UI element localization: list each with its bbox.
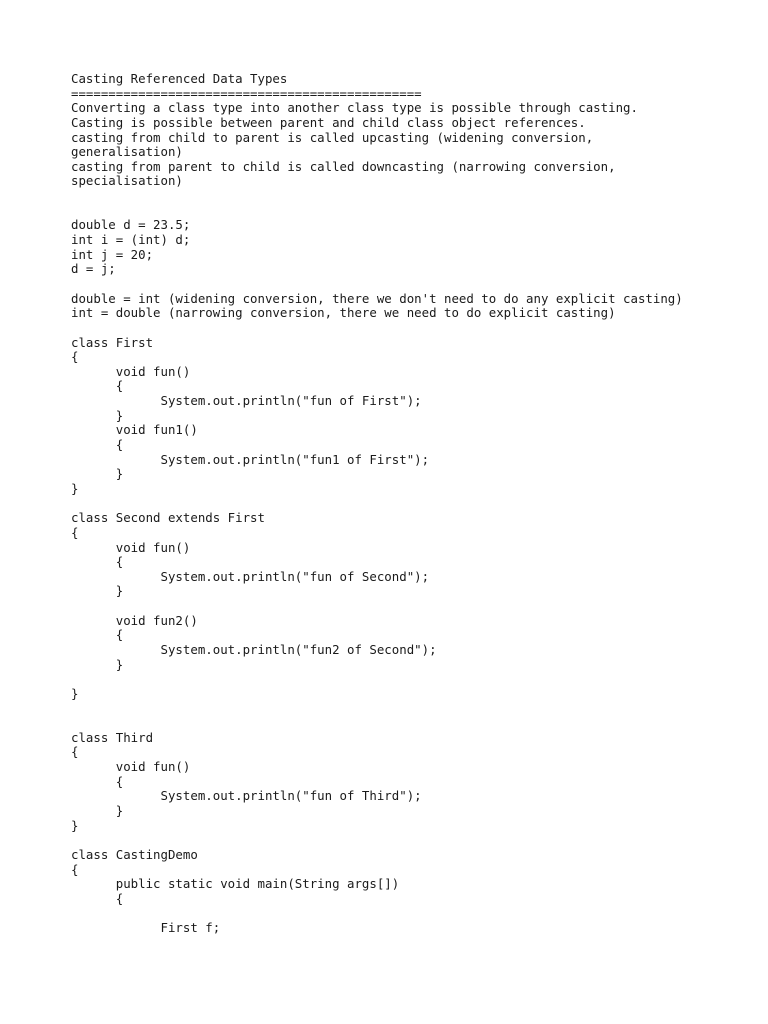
document-line — [71, 907, 751, 922]
document-line: { — [71, 554, 124, 570]
document-line: System.out.println("fun2 of Second"); — [71, 641, 437, 657]
document-line: class CastingDemo — [71, 846, 198, 862]
document-line: System.out.println("fun of Third"); — [71, 788, 422, 804]
document-line: { — [71, 378, 124, 394]
document-line: System.out.println("fun of Second"); — [71, 568, 430, 584]
document-line: } — [71, 817, 79, 833]
document-line: void fun() — [71, 759, 191, 775]
document-line: Casting is possible between parent and child class object references. — [71, 114, 586, 130]
document-line: { — [71, 437, 124, 453]
document-line: int j = 20; — [71, 246, 154, 262]
document-body — [71, 72, 751, 936]
document-line: d = j; — [71, 261, 116, 277]
document-line: =============================================== — [71, 85, 422, 101]
document-line: casting from child to parent is called upcasting (widening conversion, — [71, 129, 594, 145]
document-line — [71, 702, 751, 717]
document-line: { — [71, 627, 124, 643]
document-line: double d = 23.5; — [71, 217, 191, 233]
document-line: { — [71, 861, 79, 877]
document-line — [71, 321, 751, 336]
document-line — [71, 716, 751, 731]
document-line: } — [71, 803, 124, 819]
document-line: First f; — [71, 920, 221, 936]
document-line: double = int (widening conversion, there we don't need to do any explicit casting) — [71, 290, 683, 306]
document-line: void fun2() — [71, 612, 198, 628]
document-line: { — [71, 773, 124, 789]
document-line: { — [71, 524, 79, 540]
document-line: generalisation) — [71, 144, 183, 160]
document-line: System.out.println("fun1 of First"); — [71, 451, 430, 467]
document-line: Casting Referenced Data Types — [71, 71, 288, 86]
document-line: int i = (int) d; — [71, 232, 191, 248]
document-line — [71, 599, 751, 614]
document-line: Converting a class type into another class type is possible through casting. — [71, 100, 638, 116]
document-line: { — [71, 349, 79, 365]
document-line: { — [71, 744, 79, 760]
document-line — [71, 497, 751, 512]
document-line: } — [71, 656, 124, 672]
document-line: casting from parent to child is called downcasting (narrowing conversion, — [71, 158, 616, 174]
document-line: System.out.println("fun of First"); — [71, 393, 422, 409]
document-line: class First — [71, 334, 154, 350]
document-line: class Second extends First — [71, 510, 265, 526]
document-line: void fun1() — [71, 422, 198, 438]
document-line — [71, 277, 751, 292]
document-line: public static void main(String args[]) — [71, 876, 400, 892]
document-line: } — [71, 685, 79, 701]
document-line — [71, 672, 751, 687]
document-line — [71, 204, 751, 219]
document-line — [71, 833, 751, 848]
document-line — [71, 189, 751, 204]
document-line: void fun() — [71, 539, 191, 555]
document-line: } — [71, 583, 124, 599]
document-line: } — [71, 466, 124, 482]
document-line: int = double (narrowing conversion, there we need to do explicit casting) — [71, 305, 616, 321]
document-line: void fun() — [71, 363, 191, 379]
document-line: } — [71, 480, 79, 496]
document-line: class Third — [71, 729, 154, 745]
document-line: } — [71, 407, 124, 423]
document-line: specialisation) — [71, 173, 183, 189]
document-line: { — [71, 890, 124, 906]
